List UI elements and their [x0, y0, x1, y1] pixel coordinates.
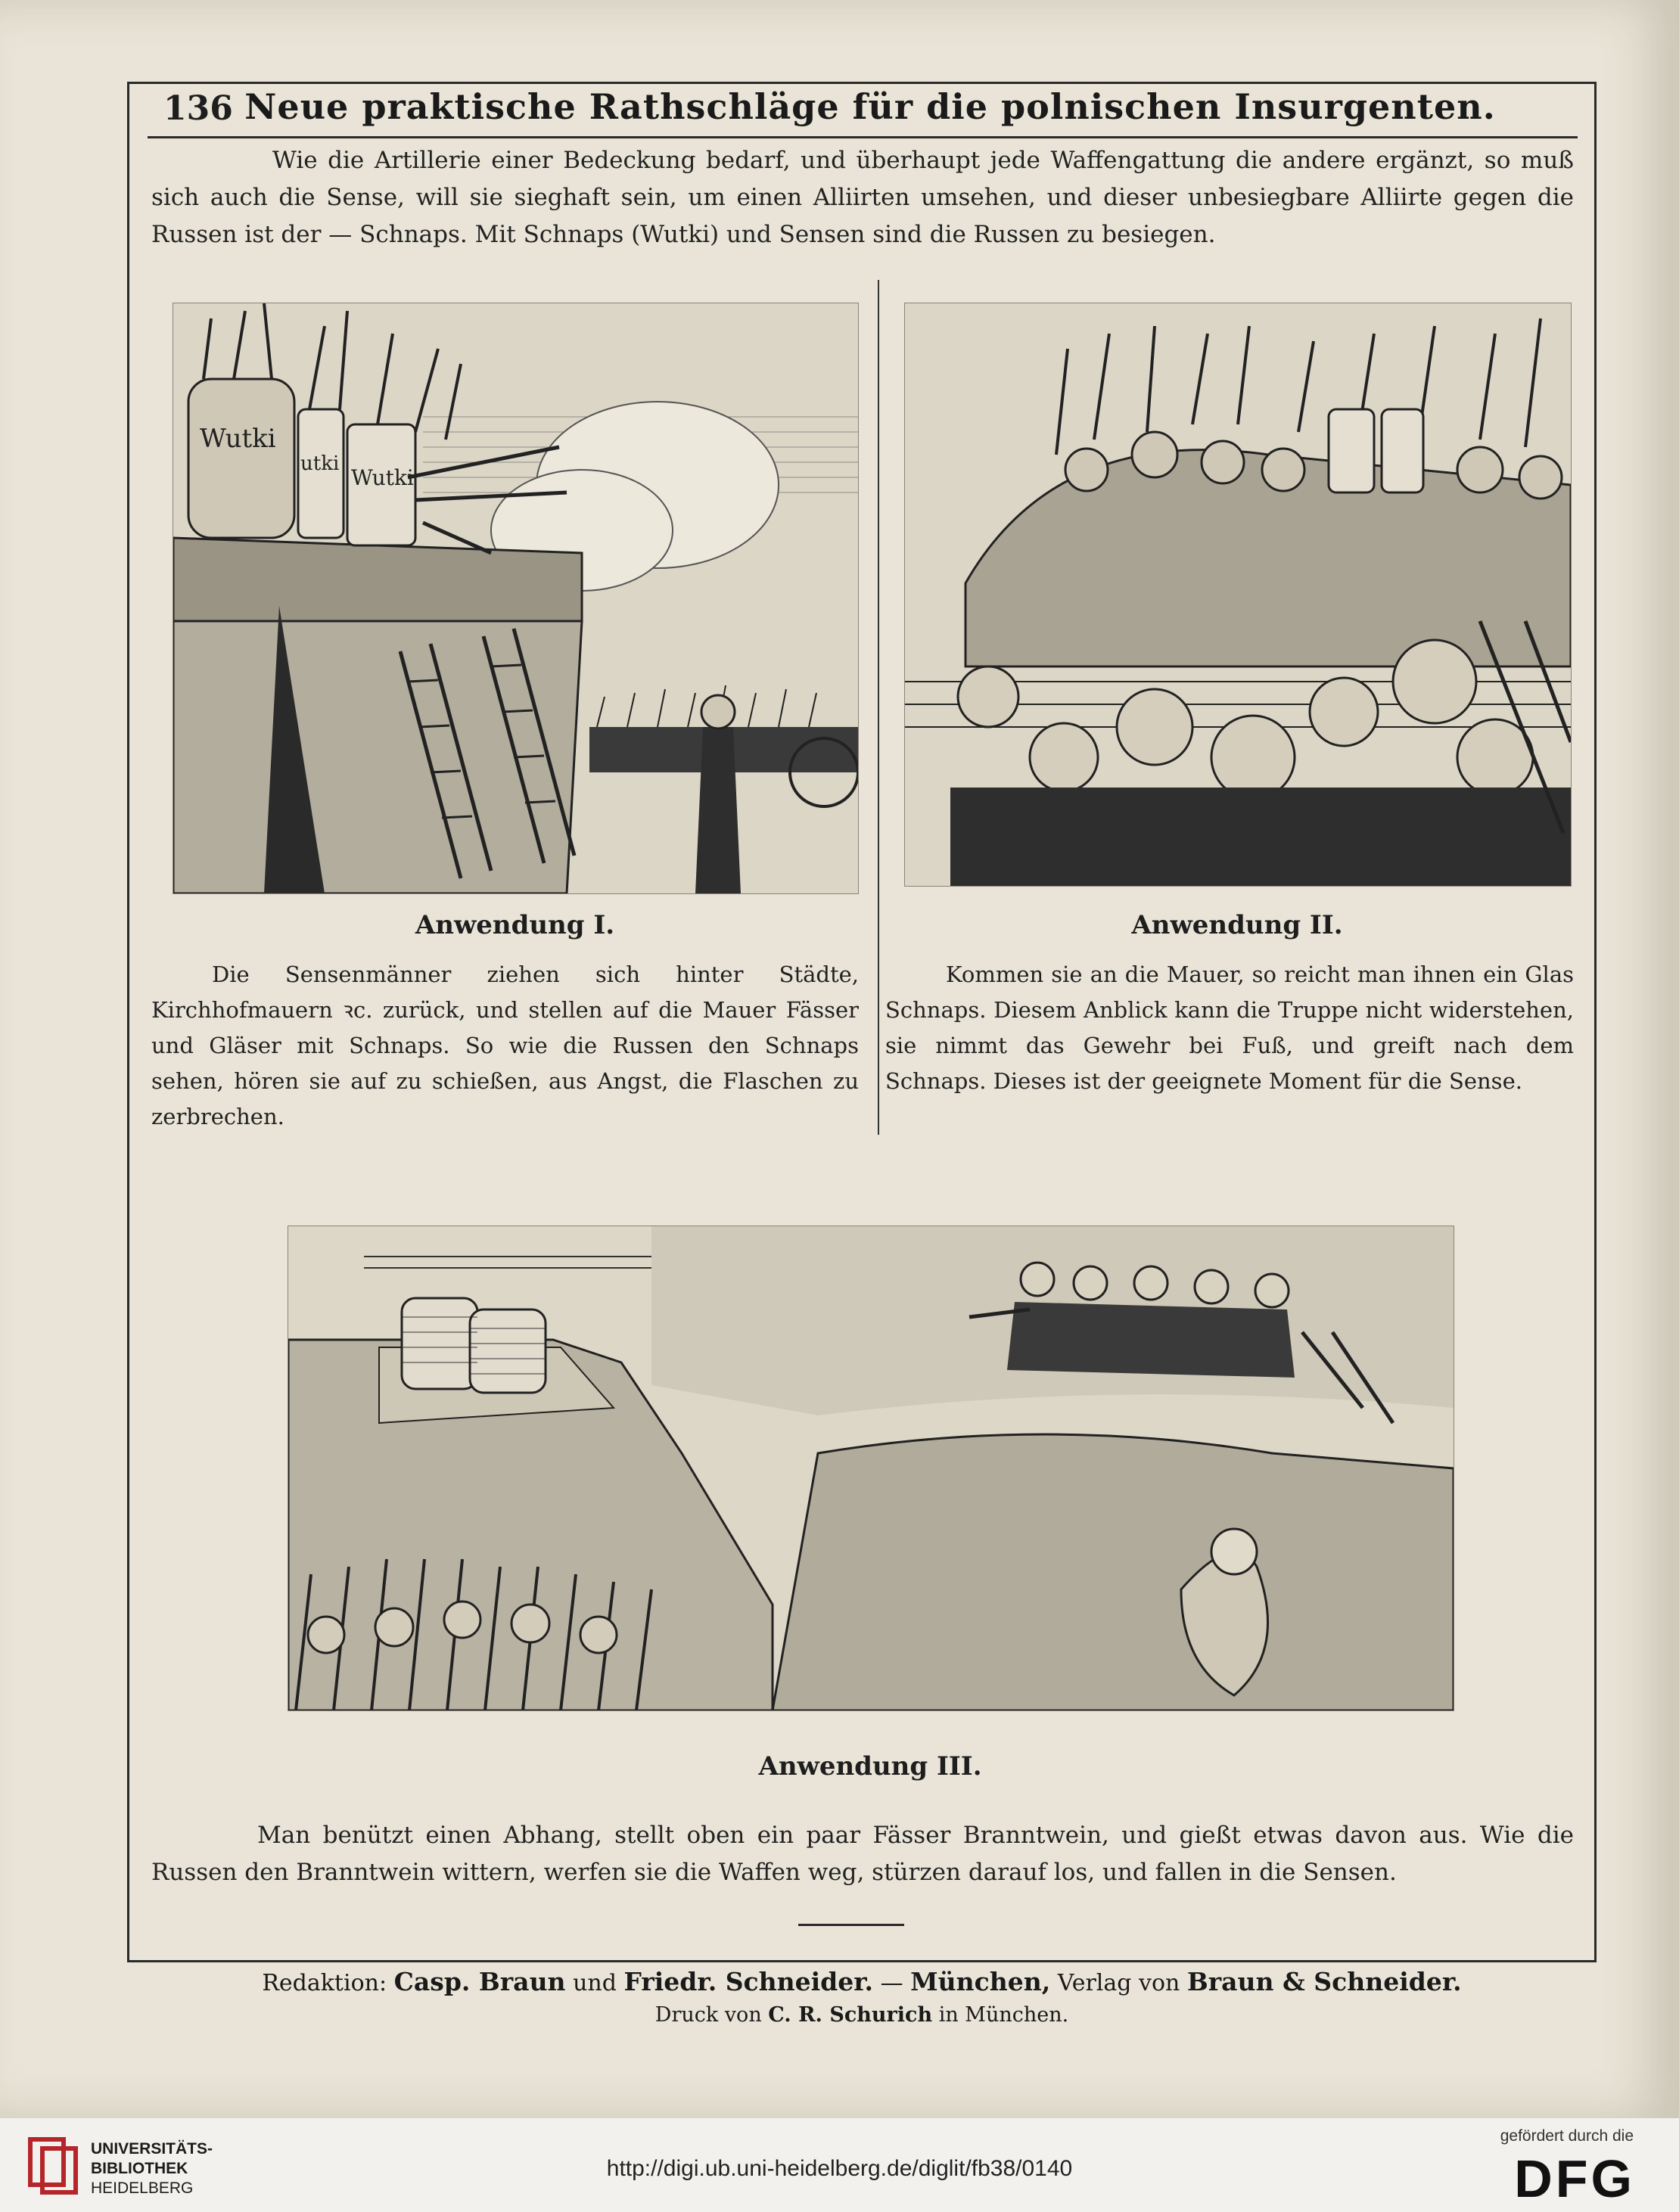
- editor-1: Casp. Braun: [393, 1967, 566, 1996]
- digitization-url[interactable]: http://digi.ub.uni-heidelberg.de/diglit/fb38/0140: [606, 2156, 1073, 2181]
- closing-rule: [798, 1924, 904, 1926]
- city: München,: [910, 1967, 1051, 1996]
- library-line-3: HEIDELBERG: [91, 2179, 194, 2197]
- editor-2: Friedr. Schneider.: [623, 1967, 874, 1996]
- verlag-label: Verlag von: [1057, 1970, 1180, 1996]
- title-rule: [148, 136, 1578, 138]
- page-title: Neue praktische Rathschläge für die polnischen Insurgenten.: [244, 86, 1496, 127]
- funding-note: gefördert durch die: [1500, 2127, 1634, 2145]
- section-title-2: Anwendung II.: [1131, 910, 1343, 940]
- library-line-1: UNIVERSITÄTS-: [91, 2140, 213, 2158]
- und-label: und: [573, 1970, 617, 1996]
- printer: C. R. Schurich: [768, 2003, 933, 2027]
- svg-text:Wutki: Wutki: [200, 424, 276, 454]
- section-title-3: Anwendung III.: [758, 1751, 982, 1782]
- column-divider: [878, 280, 879, 1135]
- dash: —: [880, 1970, 903, 1996]
- publisher: Braun & Schneider.: [1186, 1967, 1462, 1996]
- section-text-2: Kommen sie an die Mauer, so reicht man ihnen ein Glas Schnaps. Diesem Anblick kann die Truppe nicht widerstehen, sie nimmt das Gewehr bei Fuß, und greift nach dem Schnaps. Dieses ist der geeignete Moment für die Sense.: [885, 962, 1574, 1094]
- printer-city: in München.: [938, 2003, 1069, 2027]
- section-title-1: Anwendung I.: [415, 910, 615, 940]
- imprint-line-1: [127, 1967, 1597, 1996]
- illustration-anwendung-1: [173, 303, 859, 894]
- section-text-3: Man benützt einen Abhang, stellt oben ein paar Fässer Branntwein, und gießt etwas davon aus. Wie die Russen den Branntwein wittern, werfen sie die Waffen weg, stürzen darauf los, und fallen in die Sensen.: [151, 1822, 1574, 1886]
- svg-text:utki: utki: [300, 452, 340, 475]
- redaktion-label: Redaktion:: [262, 1970, 387, 1996]
- svg-text:Wutki: Wutki: [351, 465, 414, 490]
- illustration-anwendung-3: [288, 1226, 1454, 1711]
- intro-paragraph: Wie die Artillerie einer Bedeckung bedarf, und überhaupt jede Waffengattung die andere ergänzt, so muß sich auch die Sense, will sie sieghaft sein, um einen Alliirten umsehen, und dieser unbesiegbare Alliirte gegen die Russen ist der — Schnaps. Mit Schnaps (Wutki) und Sensen sind die Russen zu besiegen.: [151, 147, 1574, 248]
- page-number: 136: [163, 89, 233, 128]
- section-text-1: Die Sensenmänner ziehen sich hinter Städte, Kirchhofmauern ꝛc. zurück, und stellen auf die Mauer Fässer und Gläser mit Schnaps. So wie die Russen den Schnaps sehen, hören sie auf zu schießen, aus Angst, die Flaschen zu zerbrechen.: [151, 962, 859, 1129]
- library-line-2: BIBLIOTHEK: [91, 2160, 188, 2177]
- imprint-line-2: [127, 2003, 1597, 2027]
- dfg-logo: DFG: [1514, 2149, 1635, 2208]
- druck-label: Druck von: [654, 2003, 762, 2027]
- illustration-anwendung-2: [904, 303, 1572, 887]
